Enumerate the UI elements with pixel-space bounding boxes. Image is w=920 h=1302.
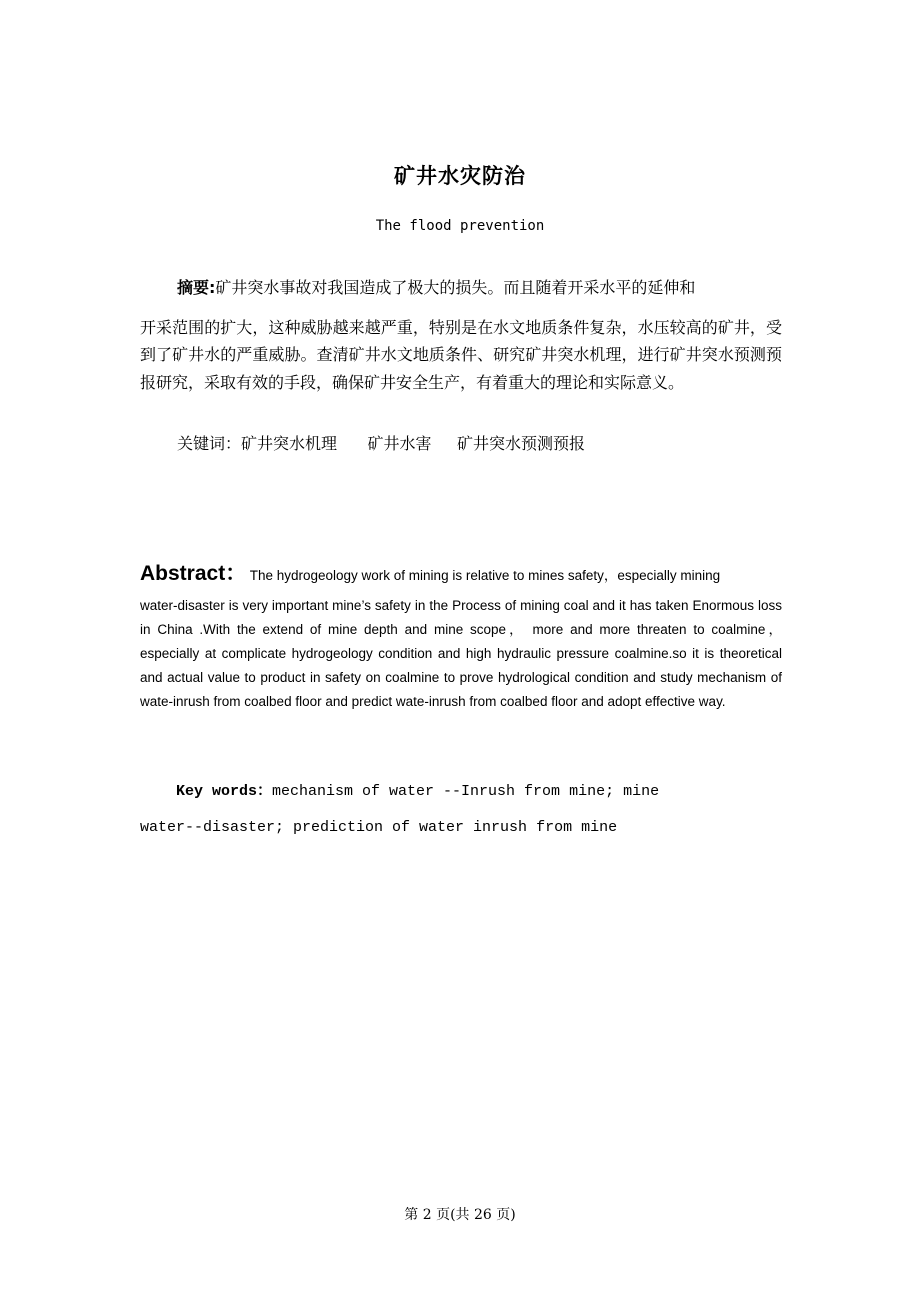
english-abstract-first-line <box>140 562 782 588</box>
english-abstract-body: water-disaster is very important mine’s safety in the Process of mining coal and it has taken Enormous loss in China .With the extend of mine depth and mine scope， more and more threaten to coalmine， especially at complicate hydrogeology condition and high hydraulic pressure coalmine.so it is theoretical and actual value to product in safety on coalmine to prove hydrological condition and study mechanism of wate-inrush from coalbed floor and predict wate-inrush from coalbed floor and adopt effective way. <box>140 598 782 709</box>
chinese-keyword-2: 矿井水害 <box>367 434 432 453</box>
english-abstract <box>140 562 782 714</box>
document-title: 矿井水灾防治 <box>394 164 526 188</box>
chinese-keyword-3: 矿井突水预测预报 <box>457 434 586 453</box>
chinese-abstract-first-line <box>140 274 782 302</box>
chinese-abstract-line1: 矿井突水事故对我国造成了极大的损失。而且随着开采水平的延伸和 <box>215 278 696 297</box>
chinese-keywords-label: 关键词： <box>177 434 242 453</box>
page-footer: 第 2 页(共 26 页) <box>404 1207 516 1223</box>
english-abstract-line1: The hydrogeology work of mining is relative to mines safety，especially mining <box>249 568 721 583</box>
english-keywords-line2: water--disaster; prediction of water inrush from mine <box>140 819 618 836</box>
english-keywords-text1: mechanism of water --Inrush from mine; mine <box>272 783 660 800</box>
english-keywords <box>140 774 782 846</box>
chinese-abstract-body: 开采范围的扩大，这种威胁越来越严重，特别是在水文地质条件复杂，水压较高的矿井，受到了矿井水的严重威胁。查清矿井水文地质条件、研究矿井突水机理，进行矿井突水预测预报研究，采取有效的手段，确保矿井安全生产，有着重大的理论和实际意义。 <box>140 317 782 392</box>
english-keywords-line1 <box>140 774 782 810</box>
chinese-keyword-1: 矿井突水机理 <box>241 434 338 453</box>
chinese-abstract-label: 摘要: <box>177 278 216 297</box>
chinese-abstract <box>140 274 782 396</box>
english-abstract-label: Abstract： <box>140 562 247 585</box>
english-keywords-label: Key words： <box>176 783 273 800</box>
document-subtitle: The flood prevention <box>375 218 545 234</box>
chinese-keywords <box>177 431 585 454</box>
